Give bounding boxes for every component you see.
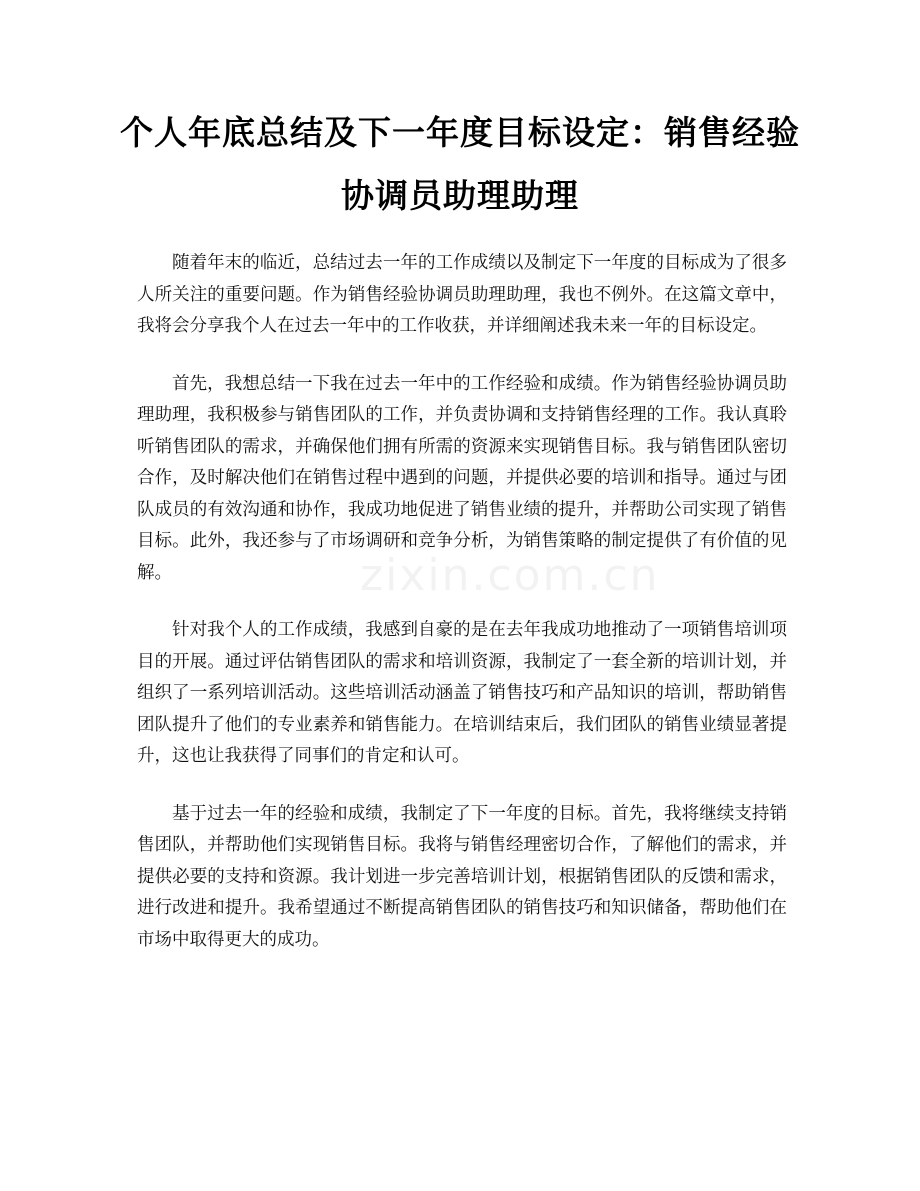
document-title: 个人年底总结及下一年度目标设定：销售经验协调员助理助理 [120,113,800,215]
paragraph-2: 首先，我想总结一下我在过去一年中的工作经验和成绩。作为销售经验协调员助理助理，我积极参与销售团队的工作，并负责协调和支持销售经理的工作。我认真聆听销售团队的需求，并确保他们拥有所需的资源来实现销售目标。我与销售团队密切合作，及时解决他们在销售过程中遇到的问题，并提供必要的培训和指导。通过与团队成员的有效沟通和协作，我成功地促进了销售业绩的提升，并帮助公司实现了销售目标。此外，我还参与了市场调研和竞争分析，为销售策略的制定提供了有价值的见解。 [137,373,787,583]
document-body [137,248,787,982]
paragraph-1: 随着年末的临近，总结过去一年的工作成绩以及制定下一年度的目标成为了很多人所关注的重要问题。作为销售经验协调员助理助理，我也不例外。在这篇文章中，我将会分享我个人在过去一年中的工作收获，并详细阐述我未来一年的目标设定。 [137,253,787,336]
paragraph-4: 基于过去一年的经验和成绩，我制定了下一年度的目标。首先，我将继续支持销售团队，并帮助他们实现销售目标。我将与销售经理密切合作，了解他们的需求，并提供必要的支持和资源。我计划进一步完善培训计划，根据销售团队的反馈和需求，进行改进和提升。我希望通过不断提高销售团队的销售技巧和知识储备，帮助他们在市场中取得更大的成功。 [137,803,787,950]
watermark: zixin.com.cn [360,550,660,601]
paragraph-3: 针对我个人的工作成绩，我感到自豪的是在去年我成功地推动了一项销售培训项目的开展。通过评估销售团队的需求和培训资源，我制定了一套全新的培训计划，并组织了一系列培训活动。这些培训活动涵盖了销售技巧和产品知识的培训，帮助销售团队提升了他们的专业素养和销售能力。在培训结束后，我们团队的销售业绩显著提升，这也让我获得了同事们的肯定和认可。 [137,620,787,766]
